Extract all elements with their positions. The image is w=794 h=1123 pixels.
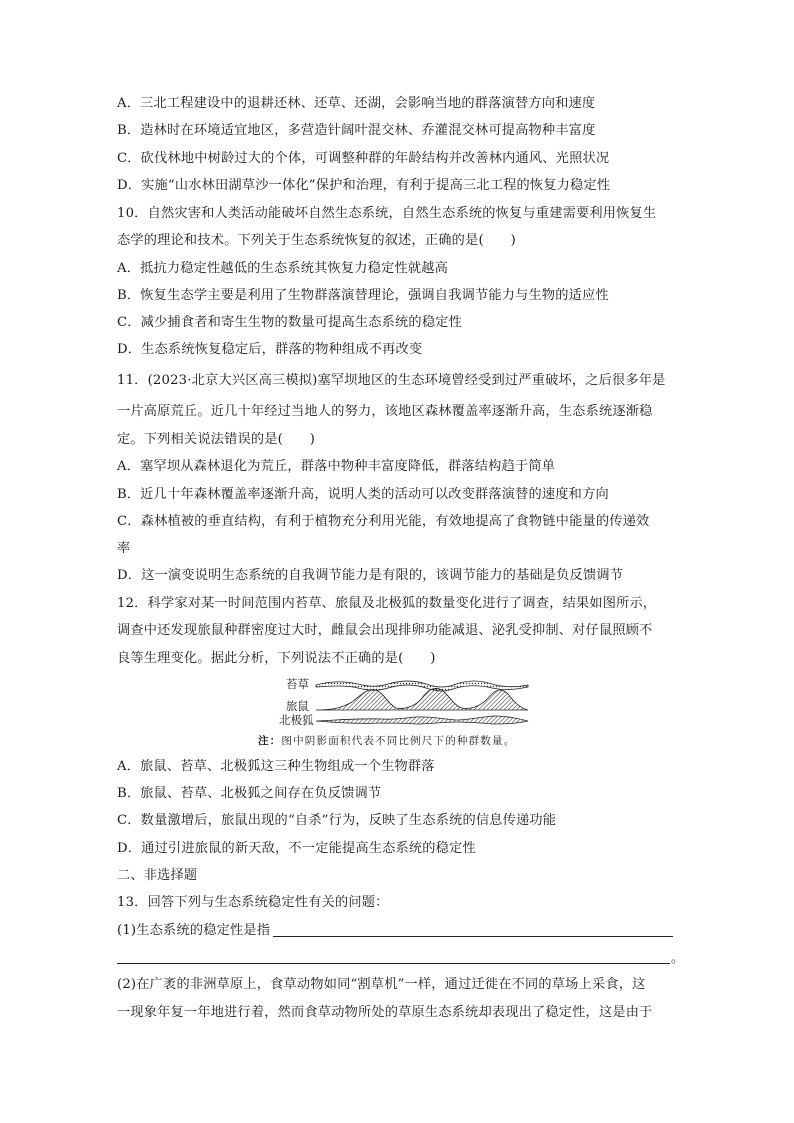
q10-option-d: D．生态系统恢复稳定后，群落的物种组成不再改变 <box>117 342 423 357</box>
q12-option-a: A．旅鼠、苔草、北极狐这三种生物组成一个生物群落 <box>117 759 435 774</box>
q11-option-c-line2: 率 <box>117 541 131 556</box>
q13-part2-line1: (2)在广袤的非洲草原上，食草动物如同“割草机”一样，通过迁徙在不同的草场上采食，这 <box>117 977 646 992</box>
q10-stem-line2: 态学的理论和技术。下列关于生态系统恢复的叙述，正确的是( ) <box>117 233 516 248</box>
q9-option-a: A．三北工程建设中的退耕还林、还草、还湖，会影响当地的群落演替方向和速度 <box>117 96 596 111</box>
q13-stem: 13．回答下列与生态系统稳定性有关的问题： <box>117 895 389 910</box>
arctic-fox-label: 北极狐 <box>279 713 314 727</box>
q12-option-d: D．通过引进旅鼠的新天敌，不一定能提高生态系统的稳定性 <box>117 841 476 856</box>
sedge-label: 苔草 <box>286 677 309 691</box>
section-title-non-choice: 二、非选择题 <box>117 868 198 883</box>
q9-option-c: C．砍伐林地中树龄过大的个体，可调整种群的年龄结构并改善林内通风、光照状况 <box>117 151 610 166</box>
q11-option-c-line1: C．森林植被的垂直结构，有利于植物充分利用光能，有效地提高了食物链中能量的传递效 <box>117 514 650 529</box>
q12-option-c: C．数量激增后，旅鼠出现的“自杀”行为，反映了生态系统的信息传递功能 <box>117 813 557 828</box>
q11-stem-line2: 一片高原荒丘。近几十年经过当地人的努力，该地区森林覆盖率逐渐升高，生态系统逐渐稳 <box>117 404 653 419</box>
answer-blank-line-2[interactable] <box>117 963 670 964</box>
q10-option-a: A．抵抗力稳定性越低的生态系统其恢复力稳定性就越高 <box>117 261 449 276</box>
q11-option-b: B．近几十年森林覆盖率逐渐升高，说明人类的活动可以改变群落演替的速度和方向 <box>117 487 609 502</box>
q10-option-c: C．减少捕食者和寄生生物的数量可提高生态系统的稳定性 <box>117 315 462 330</box>
q12-option-b: B．旅鼠、苔草、北极狐之间存在负反馈调节 <box>117 786 382 801</box>
q11-stem-line3: 定。下列相关说法错误的是( ) <box>117 432 316 447</box>
q12-stem-line2: 调查中还发现旅鼠种群密度过大时，雌鼠会出现排卵功能减退、泌乳受抑制、对仔鼠照顾不 <box>117 623 653 638</box>
arctic-fox-band <box>316 716 528 724</box>
answer-blank-line-1[interactable] <box>273 936 673 937</box>
q13-part1-period: 。 <box>671 951 685 966</box>
figure-note <box>258 734 515 748</box>
figure-note-prefix: 注： <box>258 735 282 747</box>
population-bands-graphic <box>270 676 570 732</box>
q11-option-d: D．这一演变说明生态系统的自我调节能力是有限的，该调节能力的基础是负反馈调节 <box>117 568 624 583</box>
q10-stem-line1: 10．自然灾害和人类活动能破坏自然生态系统，自然生态系统的恢复与重建需要利用恢复生 <box>117 206 657 221</box>
q9-option-d: D．实施“山水林田湖草沙一体化”保护和治理，有利于提高三北工程的恢复力稳定性 <box>117 178 611 193</box>
lemming-band <box>316 688 528 710</box>
figure-note-text: 图中阴影面积代表不同比例尺下的种群数量。 <box>281 735 516 747</box>
q11-stem-line1: 11．(2023·北京大兴区高三模拟)塞罕坝地区的生态环境曾经受到过严重破坏，之后很多年是 <box>117 373 666 388</box>
q13-part1-prompt: (1)生态系统的稳定性是指 <box>117 923 271 938</box>
q10-option-b: B．恢复生态学主要是利用了生物群落演替理论，强调自我调节能力与生物的适应性 <box>117 288 609 303</box>
lemming-label: 旅鼠 <box>286 699 309 713</box>
q13-part2-line2: 一现象年复一年地进行着，然而食草动物所处的草原生态系统却表现出了稳定性，这是由于 <box>117 1005 653 1020</box>
q12-stem-line1: 12．科学家对某一时间范围内苔草、旅鼠及北极狐的数量变化进行了调查，结果如图所示， <box>117 596 657 611</box>
q9-option-b: B．造林时在环境适宜地区，多营造针阔叶混交林、乔灌混交林可提高物种丰富度 <box>117 123 596 138</box>
q12-stem-line3: 良等生理变化。据此分析，下列说法不正确的是( ) <box>117 651 436 666</box>
q11-option-a: A．塞罕坝从森林退化为荒丘，群落中物种丰富度降低，群落结构趋于简单 <box>117 459 556 474</box>
sedge-band <box>316 681 528 691</box>
